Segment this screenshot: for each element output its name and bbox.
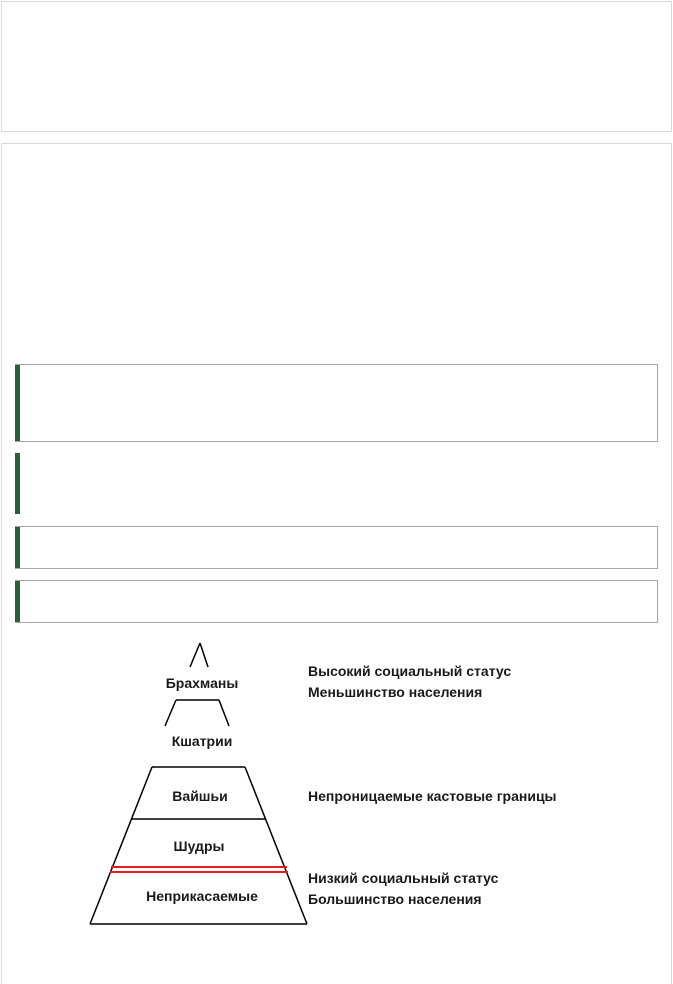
callout-box-1 (15, 364, 658, 442)
annotation-high-status: Высокий социальный статус (308, 663, 512, 679)
annotation-minority: Меньшинство населения (308, 684, 483, 700)
top-panel (1, 1, 672, 132)
tier-label-untouchables: Неприкасаемые (146, 888, 258, 904)
annotation-impermeable-boundaries: Непроницаемые кастовые границы (308, 788, 557, 804)
tier-label-brahmins: Брахманы (165, 675, 239, 691)
annotation-low-status: Низкий социальный статус (308, 870, 499, 886)
callout-box-3 (15, 526, 658, 569)
callout-accent-bar (15, 581, 20, 622)
tier-label-shudras: Шудры (173, 838, 225, 854)
pyramid-apex-right (200, 643, 208, 667)
callout-box-4 (15, 580, 658, 623)
callout-accent-bar (15, 453, 20, 514)
annotation-majority: Большинство населения (308, 891, 482, 907)
callout-box-2 (15, 453, 658, 514)
pyramid-side-left-main (90, 767, 152, 924)
pyramid-side-right-2 (219, 700, 229, 726)
tier-label-kshatriyas: Кшатрии (171, 733, 233, 749)
tier-label-vaishyas: Вайшьи (172, 788, 228, 804)
caste-pyramid-diagram (0, 630, 673, 940)
callout-accent-bar (15, 365, 20, 441)
callout-accent-bar (15, 527, 20, 568)
pyramid-apex-left (190, 643, 200, 667)
pyramid-side-left-2 (165, 700, 176, 726)
